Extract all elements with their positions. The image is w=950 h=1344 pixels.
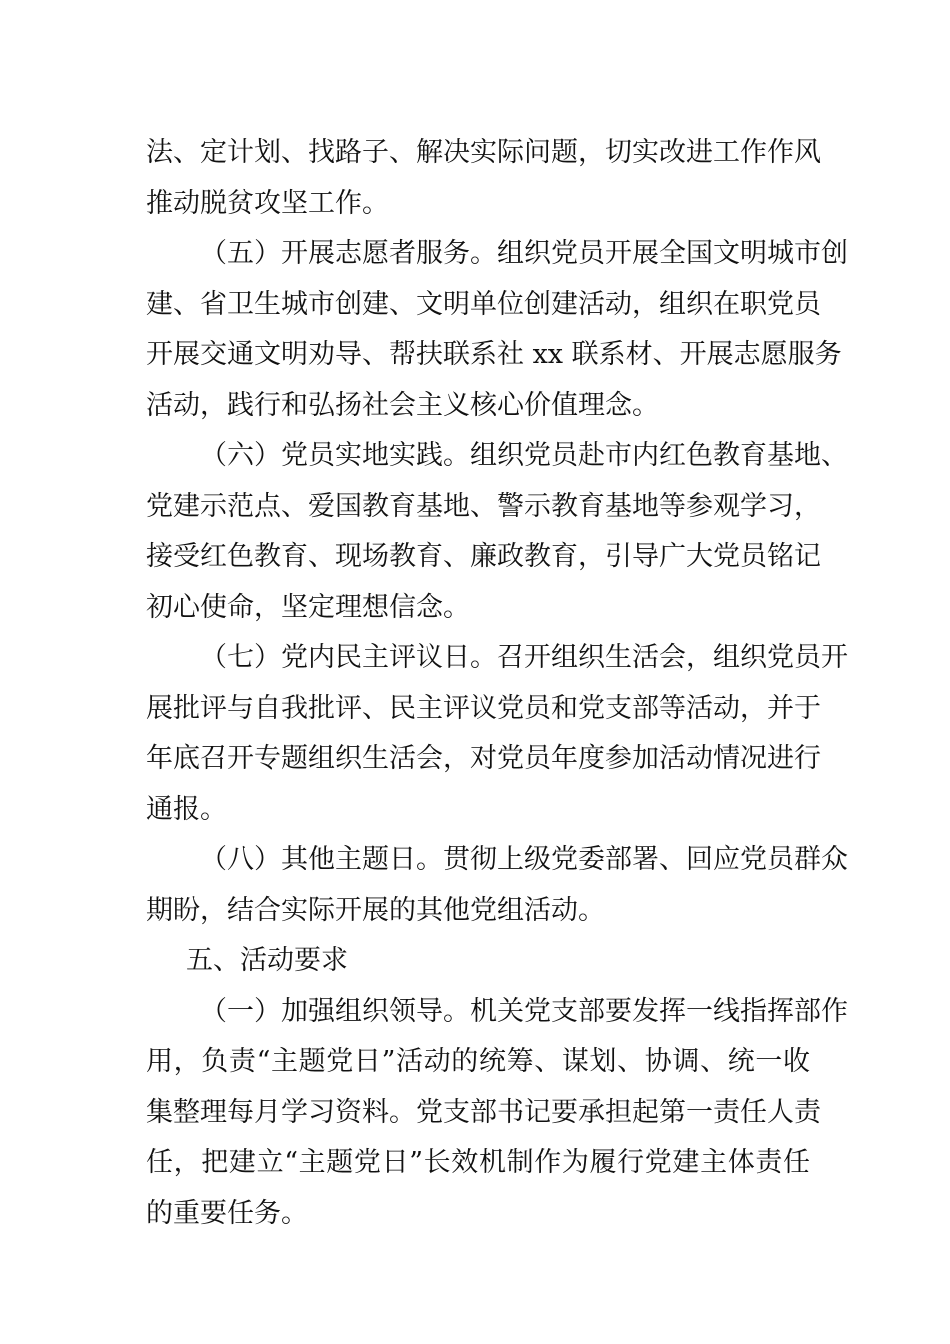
text-line: （六）党员实地实践。组织党员赴市内红色教育基地、 <box>200 440 848 471</box>
text-line: 展批评与自我批评、民主评议党员和党支部等活动，并于 <box>146 692 821 724</box>
paragraph-organizational-leadership <box>146 987 848 1240</box>
text-line: （五）开展志愿者服务。组织党员开展全国文明城市创 <box>200 238 848 269</box>
text-line: 通报。 <box>146 793 227 825</box>
paragraph-field-practice <box>146 431 848 633</box>
section-heading: 五、活动要求 <box>186 945 348 976</box>
text-line: 党建示范点、爱国教育基地、警示教育基地等参观学习， <box>146 490 821 522</box>
text-line: 法、定计划、找路子、解决实际问题，切实改进工作作风 <box>146 137 821 168</box>
document-body <box>146 128 848 1239</box>
text-line: 任，把建立“主题党日”长效机制作为履行党建主体责任 <box>146 1147 810 1178</box>
paragraph-continuation <box>146 128 821 229</box>
text-line: 期盼，结合实际开展的其他党组活动。 <box>146 894 605 926</box>
text-line: （一）加强组织领导。机关党支部要发挥一线指挥部作 <box>200 995 848 1027</box>
text-line: 建、省卫生城市创建、文明单位创建活动，组织在职党员 <box>146 288 821 320</box>
paragraph-volunteer-service <box>146 229 848 431</box>
paragraph-democratic-review <box>146 633 848 835</box>
text-line: 接受红色教育、现场教育、廉政教育，引导广大党员铭记 <box>146 541 821 572</box>
text-line: 推动脱贫攻坚工作。 <box>146 187 389 219</box>
text-line: 集整理每月学习资料。党支部书记要承担起第一责任人责 <box>146 1096 821 1128</box>
text-line: 用，负责“主题党日”活动的统筹、谋划、协调、统一收 <box>146 1046 810 1077</box>
section-heading-activity-requirements <box>146 936 810 987</box>
paragraph-other-theme-days <box>146 835 848 936</box>
text-line: 开展交通文明劝导、帮扶联系社 xx 联系材、开展志愿服务 <box>146 339 842 370</box>
text-line: 初心使命，坚定理想信念。 <box>146 591 470 623</box>
text-line: 年底召开专题组织生活会，对党员年度参加活动情况进行 <box>146 743 821 774</box>
text-line: （八）其他主题日。贯彻上级党委部署、回应党员群众 <box>200 844 848 875</box>
text-line: （七）党内民主评议日。召开组织生活会，组织党员开 <box>200 642 848 673</box>
text-line: 的重要任务。 <box>146 1197 308 1229</box>
text-line: 活动，践行和弘扬社会主义核心价值理念。 <box>146 389 659 421</box>
